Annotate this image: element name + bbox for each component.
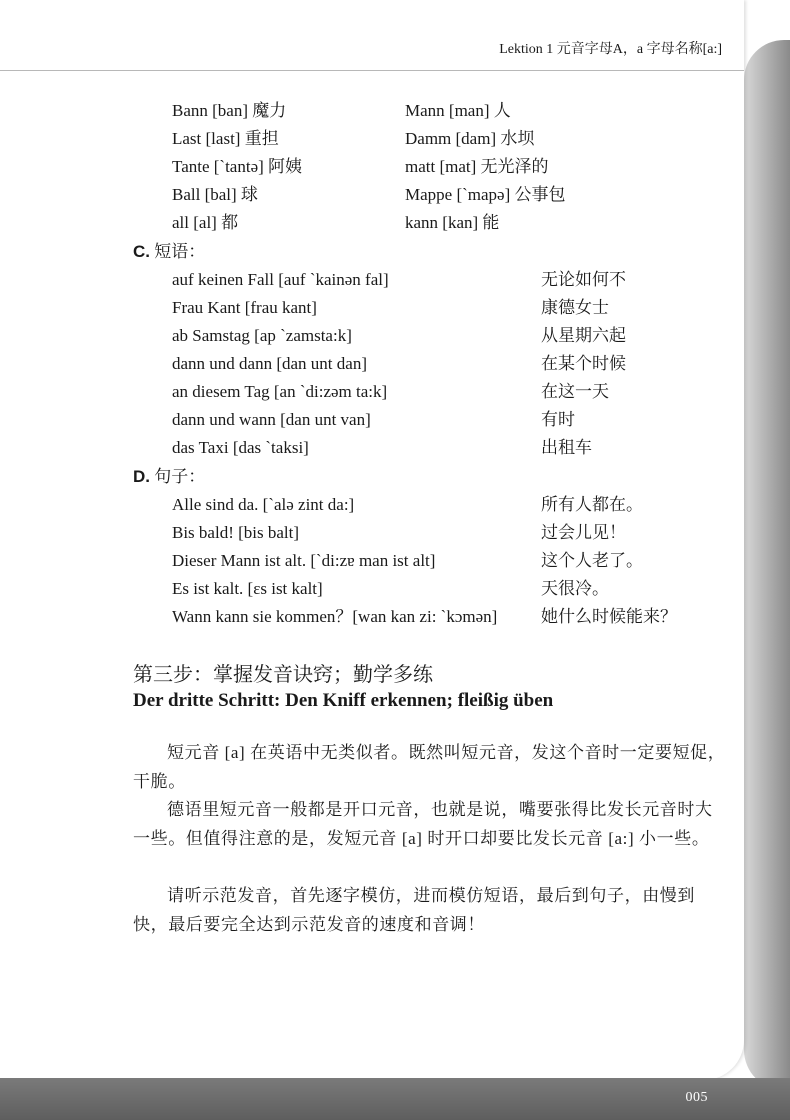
phrase-de: an diesem Tag [an `di:zəm ta:k] bbox=[172, 382, 388, 401]
sentence-de: Dieser Mann ist alt. [`di:zɐ man ist alt] bbox=[172, 551, 436, 570]
section-title: 句子： bbox=[154, 467, 206, 486]
phrase-zh: 有时 bbox=[541, 410, 575, 429]
word-item: Tante [`tantə] 阿姨 bbox=[172, 157, 303, 176]
step-title-german: Der dritte Schritt: Den Kniff erkennen; fleißig üben bbox=[133, 690, 554, 711]
phrase-zh: 康德女士 bbox=[541, 298, 609, 317]
body-paragraph: 请听示范发音，首先逐字模仿，进而模仿短语，最后到句子，由慢到快，最后要完全达到示范发音的速度和音调！ bbox=[133, 886, 695, 934]
word-item: kann [kan] 能 bbox=[405, 213, 500, 232]
phrase-de: auf keinen Fall [auf `kainən fal] bbox=[172, 270, 389, 289]
phrase-de: dann und dann [dan unt dan] bbox=[172, 354, 367, 373]
phrase-de: ab Samstag [ap `zamsta:k] bbox=[172, 326, 352, 345]
sentence-de: Es ist kalt. [ɛs ist kalt] bbox=[172, 579, 323, 598]
page-edge-tab bbox=[744, 40, 790, 1090]
sentence-zh: 过会儿见！ bbox=[541, 523, 626, 542]
footer-bar bbox=[0, 1078, 790, 1120]
section-label: D. bbox=[133, 467, 150, 486]
phrase-zh: 无论如何不 bbox=[541, 270, 626, 289]
word-item: Ball [bal] 球 bbox=[172, 185, 258, 204]
phrase-de: dann und wann [dan unt van] bbox=[172, 410, 371, 429]
sentence-de: Wann kann sie kommen？[wan kan zi: `kɔmən] bbox=[172, 607, 498, 626]
page-number: 005 bbox=[685, 1090, 708, 1105]
section-label: C. bbox=[133, 242, 150, 261]
section-heading-phrases bbox=[133, 241, 205, 263]
phrase-zh: 在某个时候 bbox=[541, 354, 626, 373]
sentence-zh: 所有人都在。 bbox=[541, 495, 643, 514]
sentence-zh: 天很冷。 bbox=[541, 579, 609, 598]
word-item: all [al] 都 bbox=[172, 213, 239, 232]
word-item: matt [mat] 无光泽的 bbox=[405, 157, 549, 176]
word-item: Damm [dam] 水坝 bbox=[405, 129, 535, 148]
phrase-de: das Taxi [das `taksi] bbox=[172, 438, 309, 457]
sentence-de: Bis bald! [bis balt] bbox=[172, 523, 300, 542]
section-title: 短语： bbox=[154, 242, 206, 261]
phrase-zh: 出租车 bbox=[541, 438, 592, 457]
sentence-zh: 这个人老了。 bbox=[541, 551, 643, 570]
phrase-zh: 在这一天 bbox=[541, 382, 609, 401]
sentence-de: Alle sind da. [`alə zint da:] bbox=[172, 495, 355, 514]
word-item: Mann [man] 人 bbox=[405, 101, 511, 120]
word-item: Last [last] 重担 bbox=[172, 129, 279, 148]
body-paragraph: 短元音 [a] 在英语中无类似者。既然叫短元音，发这个音时一定要短促，干脆。 bbox=[133, 743, 726, 791]
phrase-zh: 从星期六起 bbox=[541, 326, 626, 345]
running-header: Lektion 1 元音字母A，a 字母名称[a:] bbox=[499, 42, 722, 57]
word-item: Bann [ban] 魔力 bbox=[172, 101, 287, 120]
body-paragraph: 德语里短元音一般都是开口元音，也就是说，嘴要张得比发长元音时大一些。但值得注意的是，发短元音 [a] 时开口却要比发长元音 [a:] 小一些。 bbox=[133, 800, 713, 848]
header-rule bbox=[0, 70, 744, 71]
sentence-zh: 她什么时候能来？ bbox=[541, 607, 677, 626]
step-title-chinese: 第三步：掌握发音诀窍；勤学多练 bbox=[133, 664, 433, 686]
phrase-de: Frau Kant [frau kant] bbox=[172, 298, 317, 317]
section-heading-sentences bbox=[133, 466, 205, 488]
word-item: Mappe [`mapə] 公事包 bbox=[405, 185, 566, 204]
